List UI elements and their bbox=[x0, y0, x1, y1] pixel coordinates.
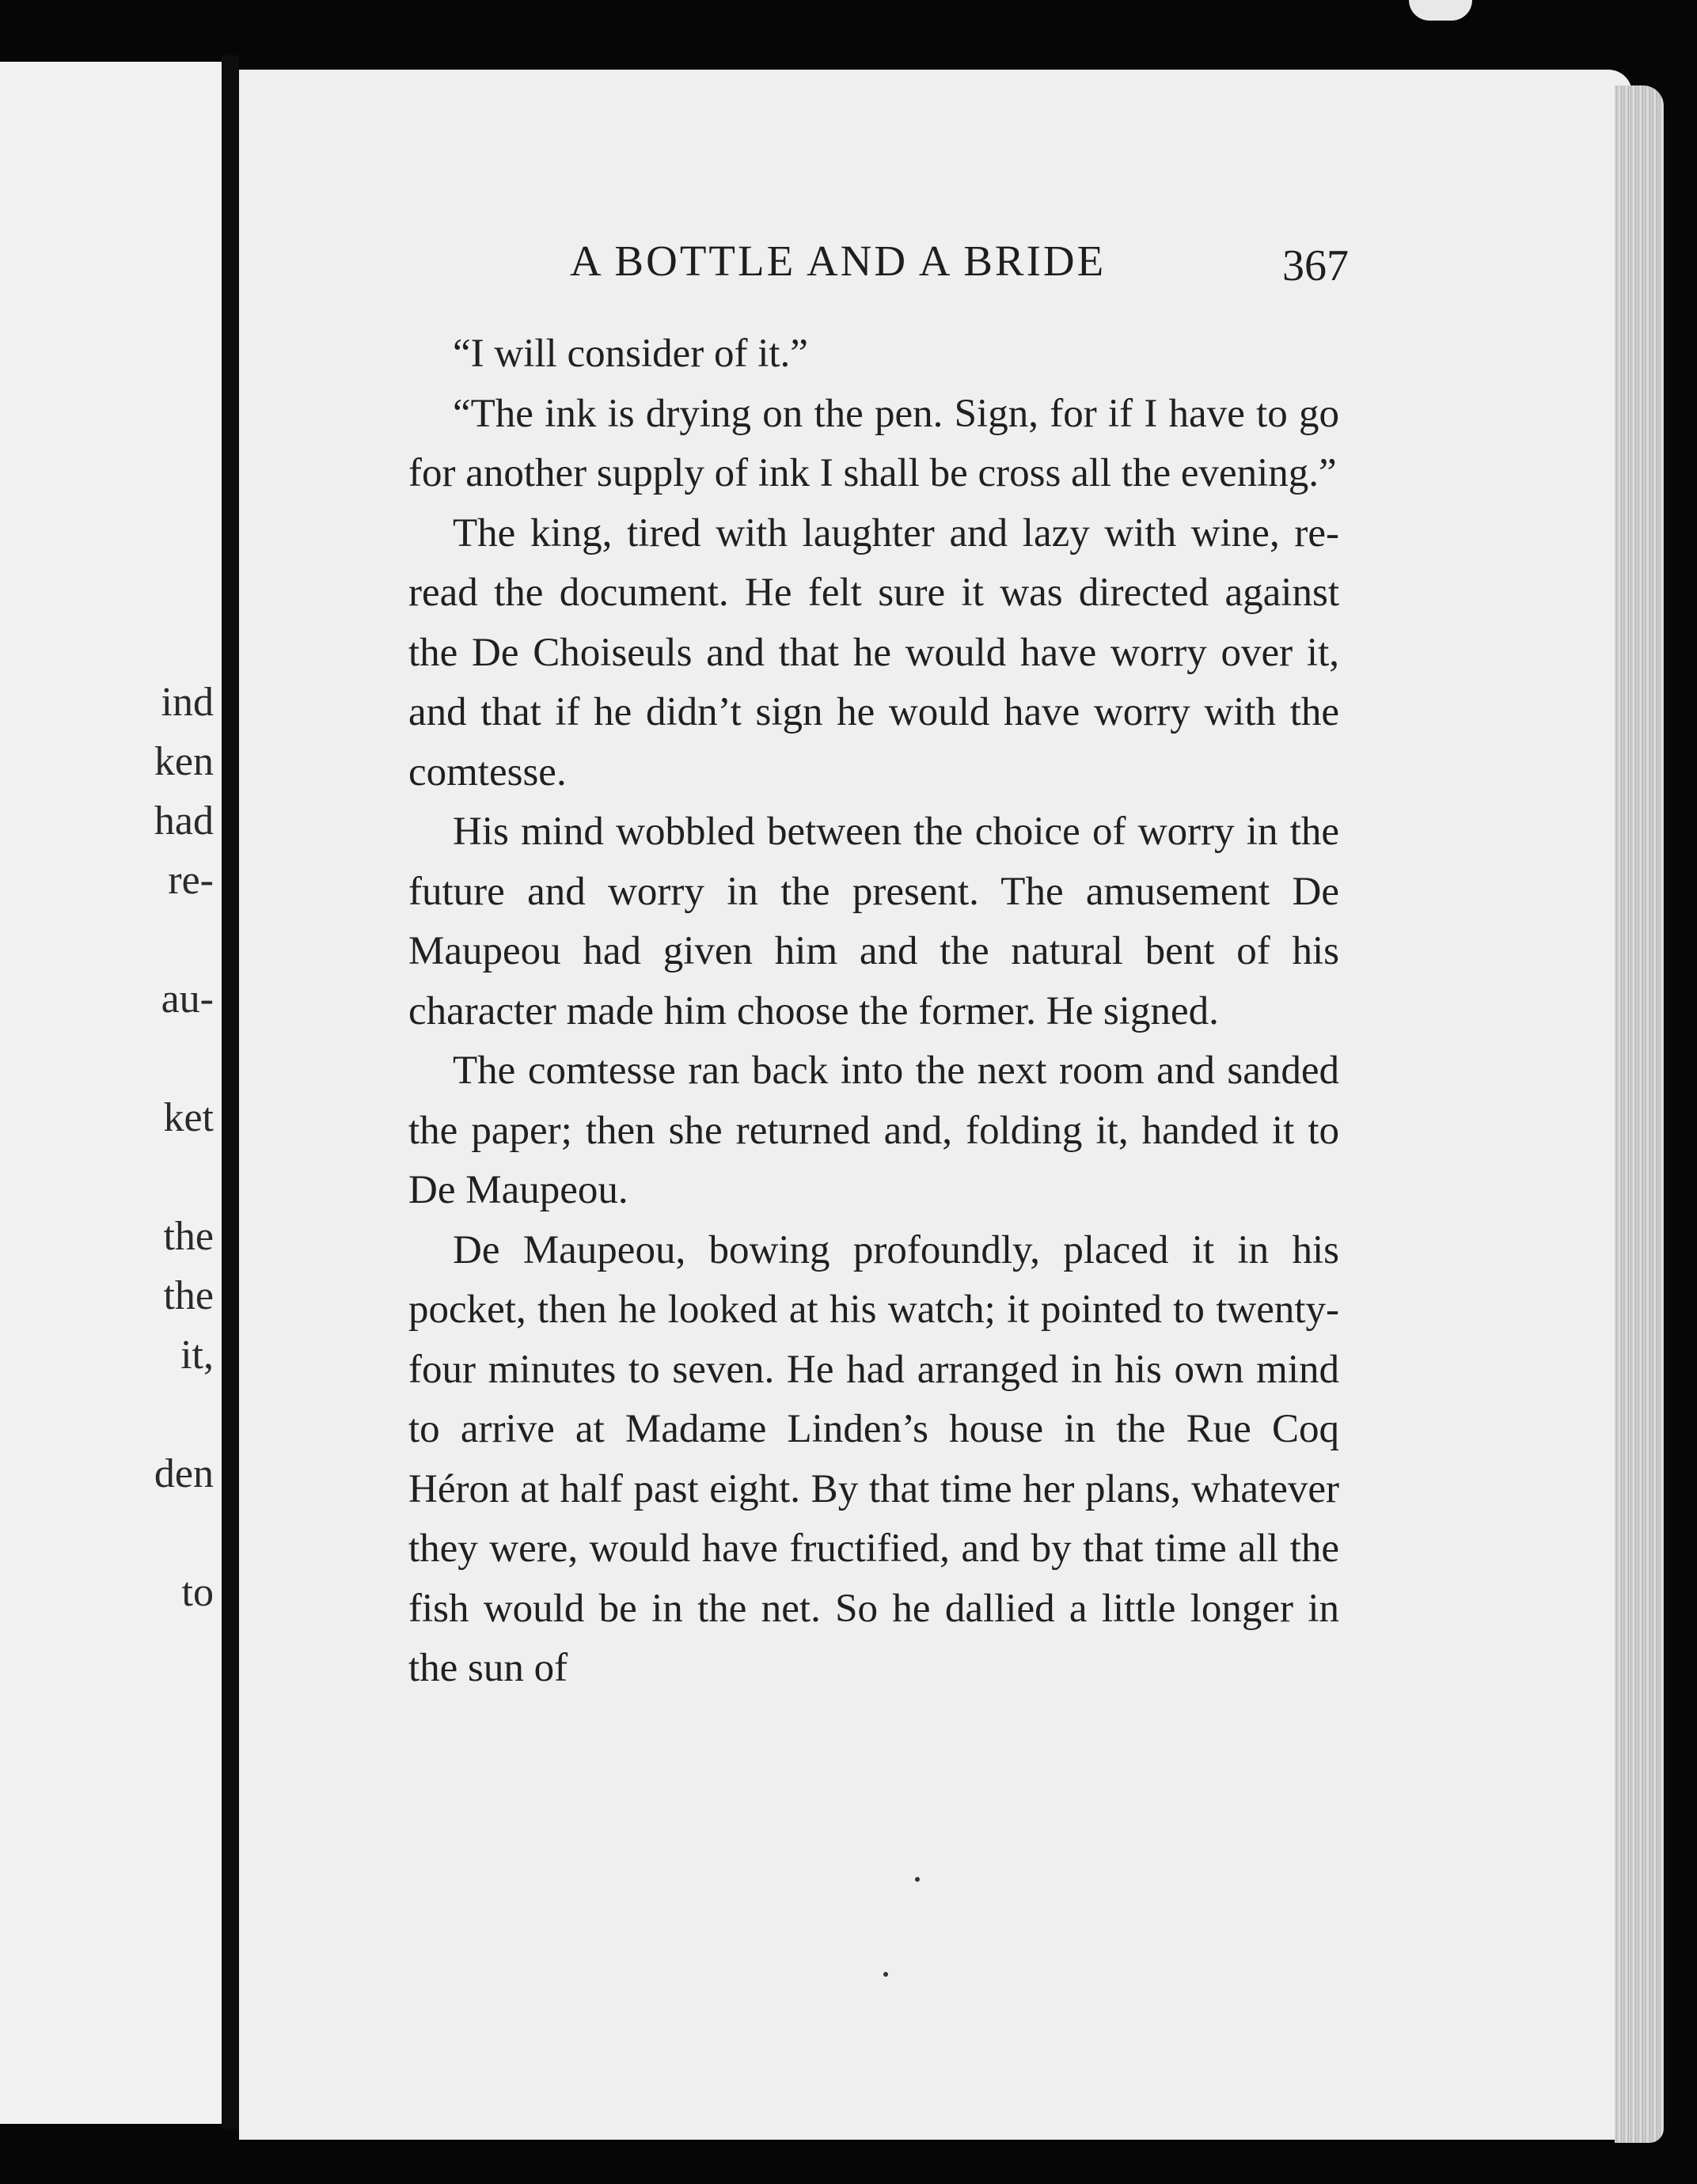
paragraph: “The ink is drying on the pen. Sign, for if I have to go for another supply of ink I shall be cross all the evening.” bbox=[408, 391, 1339, 495]
paragraph: De Maupeou, bowing profoundly, placed it in his pocket, then he looked at his watch; it pointed to twenty-four minutes to seven. He had arranged in his own mind to arrive at Madame Linden’s house in the Rue Coq Héron at half past eight. By that time her plans, whatever they were, would have fructified, and by that time all the fish would be in the net. So he dallied a little longer in the sun of bbox=[408, 1227, 1339, 1690]
running-header: A BOTTLE AND A BRIDE bbox=[570, 237, 1107, 285]
left-page-fragment: ind bbox=[161, 680, 214, 725]
scan-speck bbox=[883, 1972, 888, 1977]
scan-artifact bbox=[1409, 0, 1472, 21]
left-page-fragment: au- bbox=[161, 976, 214, 1022]
left-page-fragment: re- bbox=[168, 858, 214, 903]
scan-speck bbox=[915, 1877, 920, 1882]
page-gutter bbox=[222, 55, 239, 2129]
paragraph: The comtesse ran back into the next room and sanded the paper; then she returned and, folding it, handed it to De Maupeou. bbox=[408, 1048, 1339, 1212]
page-number: 367 bbox=[1282, 241, 1349, 290]
left-page-fragment: ket bbox=[163, 1095, 214, 1140]
page-fore-edge bbox=[1615, 85, 1664, 2143]
paragraph: “I will consider of it.” bbox=[453, 332, 808, 376]
left-page-fragment: it, bbox=[180, 1333, 214, 1378]
left-page-fragment: den bbox=[154, 1451, 214, 1496]
paragraph: The king, tired with laughter and lazy with wine, re-read the document. He felt sure it was directed against the De Choiseuls and that he would have worry over it, and that if he didn’t sign he would have worry with the comtesse. bbox=[408, 510, 1339, 794]
left-page-fragment: the bbox=[163, 1214, 214, 1259]
left-page-fragment: had bbox=[154, 798, 214, 844]
body-text bbox=[408, 324, 1339, 1699]
left-page bbox=[0, 62, 230, 2124]
paragraph: His mind wobbled between the choice of worry in the future and worry in the present. The amusement De Maupeou had given him and the natural bent of his character made him choose the former. He signed. bbox=[408, 810, 1339, 1033]
left-page-fragment: to bbox=[181, 1570, 214, 1615]
left-page-fragment: ken bbox=[154, 739, 214, 784]
left-page-fragment: the bbox=[163, 1273, 214, 1318]
